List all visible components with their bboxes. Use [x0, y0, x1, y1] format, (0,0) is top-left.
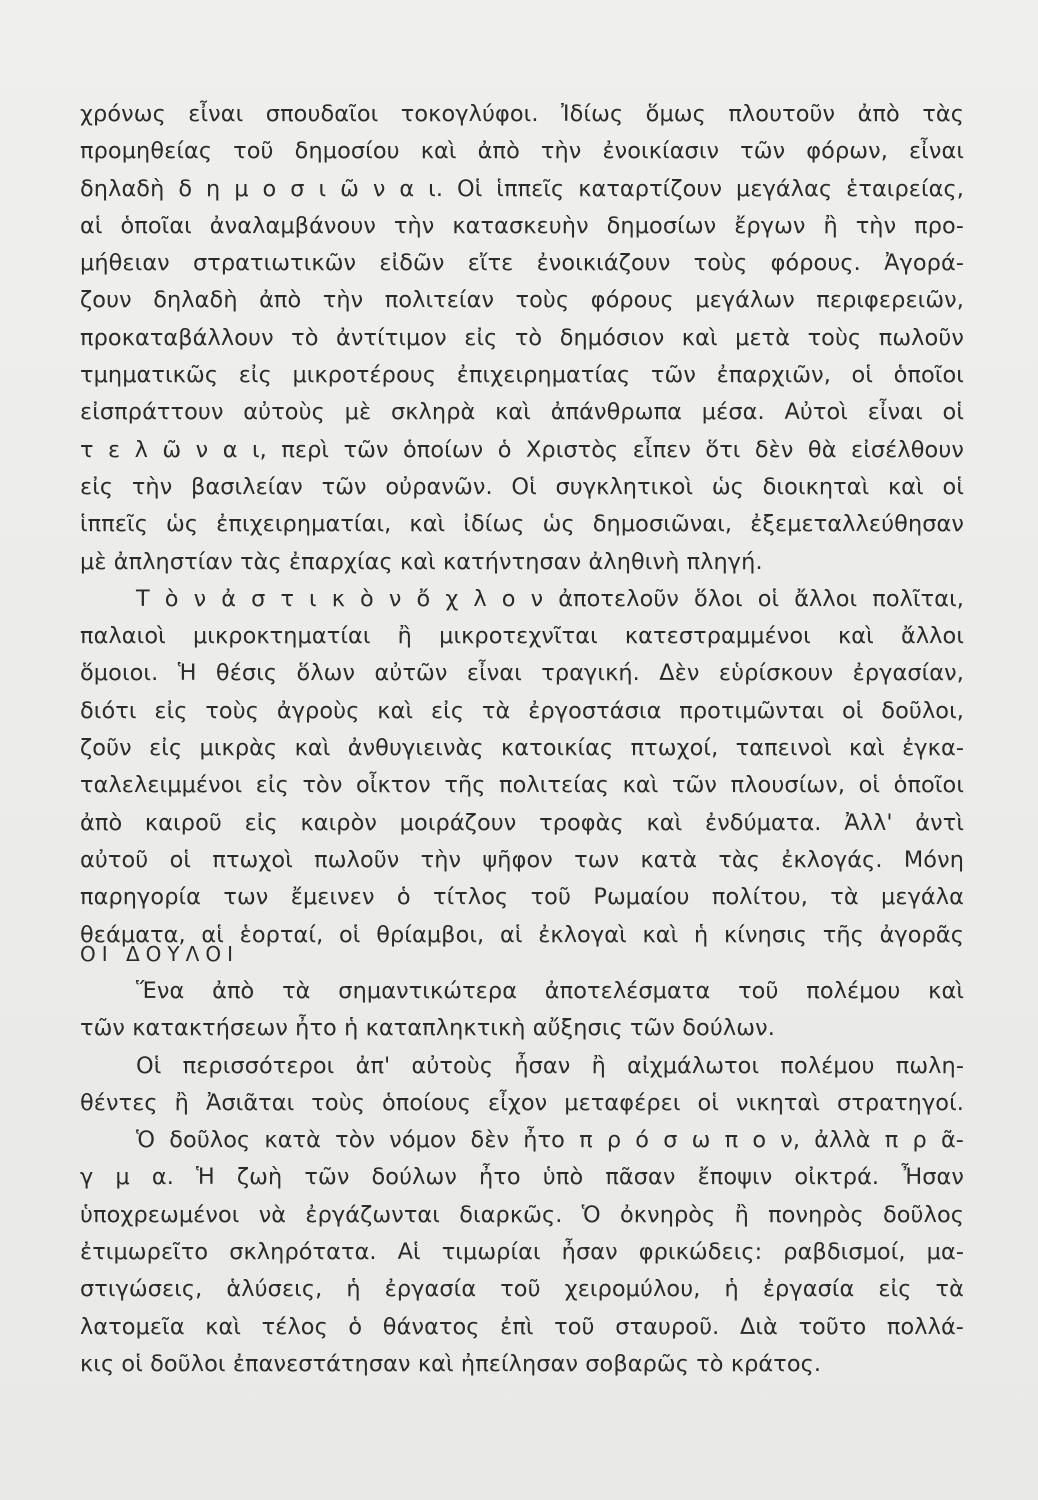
text-line: λατομεῖα καὶ τέλος ὁ θάνατος ἐπὶ τοῦ σταυροῦ. Διὰ τοῦτο πολλά- [80, 1313, 964, 1340]
paragraph-block-citizens [80, 96, 964, 954]
paragraph-block-slaves [80, 973, 964, 1383]
text-line: Ἕνα ἀπὸ τὰ σημαντικώτερα ἀποτελέσματα τοῦ πολέμου καὶ [136, 978, 964, 1004]
text-line: στιγώσεις, ἁλύσεις, ἡ ἐργασία τοῦ χειρομύλου, ἡ ἐργασία εἰς τὰ [80, 1276, 964, 1303]
text-line: διότι εἰς τοὺς ἀγροὺς καὶ εἰς τὰ ἐργοστάσια προτιμῶνται οἱ δοῦλοι, [80, 697, 964, 724]
text-line: ταλελειμμένοι εἰς τὸν οἶκτον τῆς πολιτείας καὶ τῶν πλουσίων, οἱ ὁποῖοι [80, 772, 964, 799]
text-line: χρόνως εἶναι σπουδαῖοι τοκογλύφοι. Ἰδίως ὅμως πλουτοῦν ἀπὸ τὰς [80, 101, 964, 127]
text-line: μὲ ἀπληστίαν τὰς ἐπαρχίας καὶ κατήντησαν ἀληθινὴ πληγή. [80, 548, 763, 575]
text-line: ἱππεῖς ὡς ἐπιχειρηματίαι, καὶ ἰδίως ὡς δημοσιῶναι, ἐξεμεταλλεύθησαν [80, 511, 964, 538]
text-line: Ὁ δοῦλος κατὰ τὸν νόμον δὲν ἦτο π ρ ό σ ω π ο ν, ἀλλὰ π ρ ᾶ- [136, 1127, 964, 1154]
text-line: τ ε λ ῶ ν α ι, περὶ τῶν ὁποίων ὁ Χριστὸς εἶπεν ὅτι δὲν θὰ εἰσέλθουν [80, 436, 964, 463]
text-line: ἀπὸ καιροῦ εἰς καιρὸν μοιράζουν τροφὰς καὶ ἐνδύματα. Ἀλλ' ἀντὶ [80, 809, 964, 836]
text-line: τῶν κατακτήσεων ἦτο ἡ καταπληκτικὴ αὔξησις τῶν δούλων. [80, 1015, 775, 1042]
text-line: προκαταβάλλουν τὸ ἀντίτιμον εἰς τὸ δημόσιον καὶ μετὰ τοὺς πωλοῦν [80, 324, 964, 351]
text-line: ὅμοιοι. Ἡ θέσις ὅλων αὐτῶν εἶναι τραγική. Δὲν εὑρίσκουν ἐργασίαν, [80, 660, 964, 687]
text-line: εἰς τὴν βασιλείαν τῶν οὐρανῶν. Οἱ συγκλητικοὶ ὡς διοικηταὶ καὶ οἱ [80, 473, 964, 500]
text-line: μήθειαν στρατιωτικῶν εἰδῶν εἴτε ἐνοικιάζουν τοὺς φόρους. Ἀγορά- [80, 250, 964, 277]
text-line: θέντες ἢ Ἀσιᾶται τοὺς ὁποίους εἶχον μεταφέρει οἱ νικηταὶ στρατηγοί. [80, 1089, 964, 1116]
text-line: αἱ ὁποῖαι ἀναλαμβάνουν τὴν κατασκευὴν δημοσίων ἔργων ἢ τὴν προ- [80, 212, 964, 239]
text-line: γ μ α. Ἡ ζωὴ τῶν δούλων ἦτο ὑπὸ πᾶσαν ἔποψιν οἰκτρά. Ἦσαν [80, 1164, 964, 1191]
text-line: ζοῦν εἰς μικρὰς καὶ ἀνθυγιεινὰς κατοικίας πτωχοί, ταπεινοὶ καὶ ἐγκα- [80, 735, 964, 762]
text-line: προμηθείας τοῦ δημοσίου καὶ ἀπὸ τὴν ἐνοικίασιν τῶν φόρων, εἶναι [80, 138, 964, 165]
text-line: ὑποχρεωμένοι νὰ ἐργάζωνται διαρκῶς. Ὁ ὀκνηρὸς ἢ πονηρὸς δοῦλος [80, 1201, 964, 1228]
text-line: Οἱ περισσότεροι ἀπ' αὐτοὺς ἦσαν ἢ αἰχμάλωτοι πολέμου πωλη- [136, 1052, 964, 1079]
text-line: δηλαδὴ δ η μ ο σ ι ῶ ν α ι. Οἱ ἱππεῖς καταρτίζουν μεγάλας ἑταιρείας, [80, 175, 964, 202]
text-line: ἐτιμωρεῖτο σκληρότατα. Αἱ τιμωρίαι ἦσαν φρικώδεις: ραβδισμοί, μα- [80, 1239, 964, 1266]
text-line: Τ ὸ ν ἀ σ τ ι κ ὸ ν ὄ χ λ ο ν ἀποτελοῦν ὅλοι οἱ ἄλλοι πολῖται, [136, 585, 964, 612]
section-heading-slaves: ΟΙ ΔΟΥΛΟΙ [80, 942, 239, 966]
text-line: κις οἱ δοῦλοι ἐπανεστάτησαν καὶ ἠπείλησαν σοβαρῶς τὸ κράτος. [80, 1350, 822, 1377]
text-line: παρηγορία των ἔμεινεν ὁ τίτλος τοῦ Ρωμαίου πολίτου, τὰ μεγάλα [80, 884, 964, 911]
text-line: θεάματα, αἱ ἑορταί, οἱ θρίαμβοι, αἱ ἐκλογαὶ καὶ ἡ κίνησις τῆς ἀγορᾶς [80, 921, 964, 948]
text-line: εἰσπράττουν αὐτοὺς μὲ σκληρὰ καὶ ἀπάνθρωπα μέσα. Αὐτοὶ εἶναι οἱ [80, 399, 964, 426]
text-line: ζουν δηλαδὴ ἀπὸ τὴν πολιτείαν τοὺς φόρους μεγάλων περιφερειῶν, [80, 287, 964, 314]
text-line: παλαιοὶ μικροκτηματίαι ἢ μικροτεχνῖται κατεστραμμένοι καὶ ἄλλοι [80, 623, 964, 650]
text-line: αὐτοῦ οἱ πτωχοὶ πωλοῦν τὴν ψῆφον των κατὰ τὰς ἐκλογάς. Μόνη [80, 846, 964, 873]
text-line: τμηματικῶς εἰς μικροτέρους ἐπιχειρηματίας τῶν ἐπαρχιῶν, οἱ ὁποῖοι [80, 362, 964, 389]
